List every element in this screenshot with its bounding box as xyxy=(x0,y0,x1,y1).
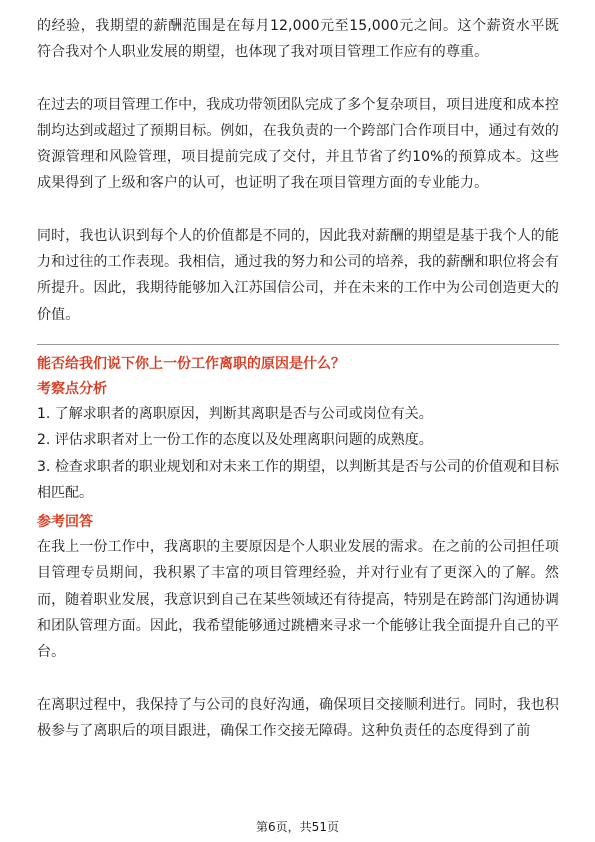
answer-heading: 参考回答 xyxy=(37,514,93,531)
intro-paragraph: 的经验，我期望的薪酬范围是在每月12,000元至15,000元之间。这个薪资水平既符合我对个人职业发展的期望，也体现了我对项目管理工作应有的尊重。 xyxy=(37,18,559,61)
analysis-item: 3. 检查求职者的职业规划和对未来工作的期望，以判断其是否与公司的价值观和目标相匹配。 xyxy=(37,458,559,501)
answer-paragraph: 在我上一份工作中，我离职的主要原因是个人职业发展的需求。在之前的公司担任项目管理专员期间，我积累了丰富的项目管理经验，并对行业有了更深入的了解。然而，随着职业发展，我意识到自己在某些领域还有待提高，特别是在跨部门沟通协调和团队管理方面。因此，我希望能够通过跳槽来寻求一个能够让我全面提升自己的平台。 xyxy=(37,539,559,661)
intro-paragraph: 同时，我也认识到每个人的价值都是不同的，因此我对薪酬的期望是基于我个人的能力和过往的工作表现。我相信，通过我的努力和公司的培养，我的薪酬和职位将会有所提升。因此，我期待能够加入江苏国信公司，并在未来的工作中为公司创造更大的价值。 xyxy=(37,227,559,323)
analysis-heading: 考察点分析 xyxy=(37,380,107,397)
intro-paragraph: 在过去的项目管理工作中，我成功带领团队完成了多个复杂项目，项目进度和成本控制均达到或超过了预期目标。例如，在我负责的一个跨部门合作项目中，通过有效的资源管理和风险管理，项目提前完成了交付，并且节省了约10%的预算成本。这些成果得到了上级和客户的认可，也证明了我在项目管理方面的专业能力。 xyxy=(37,96,559,192)
document-page xyxy=(37,13,559,744)
answer-paragraph: 在离职过程中，我保持了与公司的良好沟通，确保项目交接顺利进行。同时，我也积极参与了离职后的项目跟进，确保工作交接无障碍。这种负责任的态度得到了前 xyxy=(37,696,559,739)
analysis-item: 2. 评估求职者对上一份工作的态度以及处理离职问题的成熟度。 xyxy=(37,432,433,449)
paragraph-gap xyxy=(37,66,559,92)
paragraph-gap xyxy=(37,197,559,223)
analysis-list xyxy=(37,401,559,506)
analysis-item: 1. 了解求职者的离职原因，判断其离职是否与公司或岗位有关。 xyxy=(37,405,433,422)
section-divider xyxy=(37,344,559,345)
page-number-footer: 第6页，共51页 xyxy=(256,820,339,834)
paragraph-gap xyxy=(37,666,559,692)
interview-question: 能否给我们说下你上一份工作离职的原因是什么？ xyxy=(37,355,345,372)
